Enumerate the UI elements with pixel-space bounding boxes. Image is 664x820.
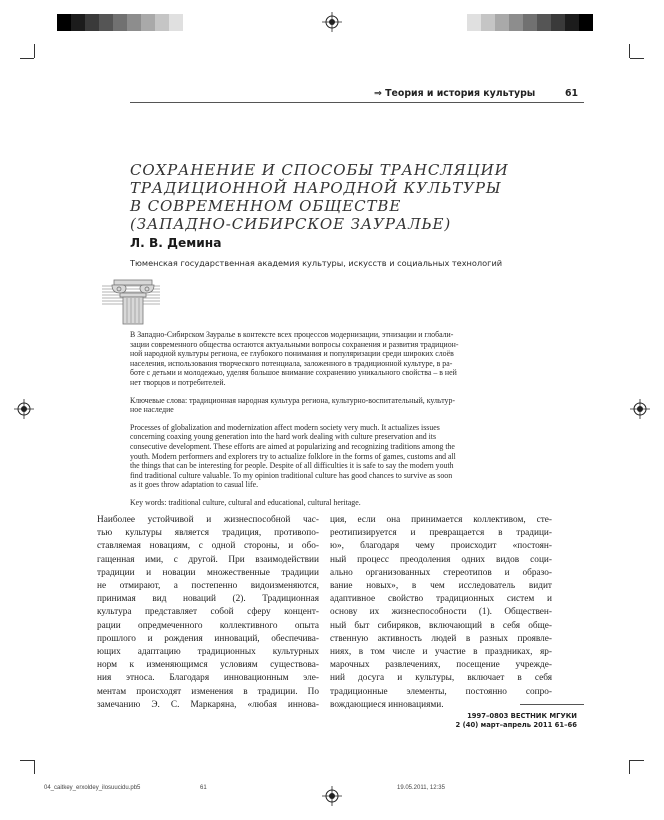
abstract-line: В Западно-Сибирском Зауралье в контексте всех процессов модернизации, этнизации и глобали- bbox=[130, 330, 454, 339]
abstract-line: youth. Modern performers and explorers try to actualize folklore in the forms of games, customs and all bbox=[130, 451, 456, 461]
abstract-ru bbox=[130, 330, 587, 388]
body-column-left bbox=[97, 514, 319, 712]
color-swatch bbox=[565, 14, 579, 31]
abstract-line: as it goes throw adaptation to casual life. bbox=[130, 480, 259, 490]
abstract-line: ной народной культуры региона, ее глубокого понимания и популяризации среди широких слоёв bbox=[130, 349, 454, 359]
slug-page: 61 bbox=[200, 785, 207, 791]
body-line: ментам происходят изменения в традиции. По bbox=[97, 686, 319, 697]
body-line: культура представляет собой сферу концент- bbox=[97, 607, 319, 618]
crop-mark bbox=[20, 760, 34, 761]
color-bar-right bbox=[453, 14, 593, 31]
body-line: прошлого и рождения инноваций, обеспечива- bbox=[97, 633, 319, 644]
color-swatch bbox=[579, 14, 593, 31]
body-line: не отмирают, а постепенно видоизменяются, bbox=[97, 581, 319, 592]
body-line: принимая вид новаций (2). Традиционная bbox=[97, 594, 319, 605]
color-swatch bbox=[71, 14, 85, 31]
color-bar-left bbox=[57, 14, 197, 31]
body-line: ниях, в том числе и участие в праздниках, яр- bbox=[330, 647, 552, 658]
keywords-ru bbox=[130, 396, 587, 415]
crop-mark bbox=[34, 760, 35, 774]
color-swatch bbox=[169, 14, 183, 31]
keywords-line: Ключевые слова: традиционная народная культура региона, культурно-воспитательный, культур- bbox=[130, 395, 455, 405]
title-line: В СОВРЕМЕННОМ ОБЩЕСТВЕ bbox=[130, 197, 402, 215]
body-line: ю», благодаря чему происходит «постоян- bbox=[330, 541, 552, 552]
color-swatch bbox=[537, 14, 551, 31]
article-title bbox=[130, 161, 590, 233]
body-line: Наиболее устойчивой и жизнеспособной час- bbox=[97, 515, 319, 525]
color-swatch bbox=[551, 14, 565, 31]
body-line: марочных развлечениях, посещение учрежде- bbox=[330, 660, 552, 671]
abstract-line: зации современного общества остаются актуальными вопросы сохранения и развития традицион- bbox=[130, 339, 459, 349]
title-line: СОХРАНЕНИЕ И СПОСОБЫ ТРАНСЛЯЦИИ bbox=[130, 161, 509, 179]
color-swatch bbox=[453, 14, 467, 31]
footer-rule bbox=[520, 704, 584, 705]
body-line: рации опредмеченного коллективного опыта bbox=[97, 620, 319, 631]
abstract-block bbox=[130, 330, 587, 508]
crop-mark bbox=[630, 760, 644, 761]
page-number: 61 bbox=[564, 88, 578, 99]
abstract-line: нет творцов и потребителей. bbox=[130, 377, 226, 387]
crop-mark bbox=[629, 44, 630, 58]
journal-issn-line: 1997–0803 ВЕСТНИК МГУКИ bbox=[467, 712, 577, 720]
body-line: ставляемая новациям, с одной стороны, и обо- bbox=[97, 541, 319, 552]
body-line: вождающиеся инновациями. bbox=[330, 699, 444, 710]
abstract-line: населения, использования творческого потенциала, заложенного в традиционной культуре, в ра- bbox=[130, 358, 453, 368]
body-line: норм к изменяющимся условиям существова- bbox=[97, 660, 319, 671]
color-swatch bbox=[523, 14, 537, 31]
slug-filename: 04_caitkey_erxoldey_ilosuucidu.pb5 bbox=[44, 785, 141, 791]
abstract-line: the things that can be interesting for people. Despite of all difficulties it is safe to say the modern youth bbox=[130, 461, 454, 471]
body-line: традиции и новации множественные традиции bbox=[97, 567, 319, 578]
section-title: Теория и история культуры bbox=[385, 88, 536, 99]
registration-mark-icon bbox=[322, 786, 342, 806]
color-swatch bbox=[99, 14, 113, 31]
body-line: ственную активность людей в разных проявле- bbox=[330, 633, 552, 644]
body-line: гащенная ими, с другой. При взаимодействии bbox=[97, 554, 319, 565]
body-line: реотипизируется и превращается в традици- bbox=[330, 528, 552, 539]
color-swatch bbox=[113, 14, 127, 31]
header-rule bbox=[130, 102, 584, 103]
crop-mark bbox=[20, 58, 34, 59]
body-line: ный процесс преодоления одних видов соци- bbox=[330, 554, 552, 565]
body-line: ный быт сибиряков, включающий в себя обще- bbox=[330, 620, 552, 631]
author-name: Л. В. Демина bbox=[130, 236, 222, 250]
body-column-right bbox=[330, 514, 552, 712]
color-swatch bbox=[155, 14, 169, 31]
crop-mark bbox=[629, 760, 630, 774]
keywords-en bbox=[130, 498, 587, 508]
body-line: ально организованных стереотипов и образо- bbox=[330, 567, 552, 578]
title-line: ТРАДИЦИОННОЙ НАРОДНОЙ КУЛЬТУРЫ bbox=[130, 179, 502, 197]
abstract-line: боте с детьми и молодежью, уделяя большое внимание сохранению уникального свойства – в ней bbox=[130, 368, 457, 378]
registration-mark-icon bbox=[630, 399, 650, 419]
color-swatch bbox=[495, 14, 509, 31]
body-line: основу их жизнеспособности (1). Обществен- bbox=[330, 607, 552, 618]
abstract-line: consecutive development. These efforts are aimed at popularizing and recognizing traditions among the bbox=[130, 441, 455, 451]
body-line: вание новых», в чем исследователь видит bbox=[330, 581, 552, 592]
color-swatch bbox=[481, 14, 495, 31]
running-head bbox=[374, 88, 584, 99]
color-swatch bbox=[509, 14, 523, 31]
body-line: адаптивное свойство традиционных систем и bbox=[330, 594, 552, 605]
abstract-line: find traditional culture valuable. To my opinion traditional culture has good chances to survive as soon bbox=[130, 470, 453, 480]
keywords-line: Key words: traditional culture, cultural and educational, cultural heritage. bbox=[130, 497, 361, 507]
body-line: ния этноса. Благодаря инновационным эле- bbox=[97, 673, 319, 684]
body-line: замечанию Э. С. Маркаряна, «любая иннова- bbox=[97, 699, 319, 710]
body-line: тью культуры является традиция, противопо- bbox=[97, 528, 319, 539]
color-swatch bbox=[467, 14, 481, 31]
color-swatch bbox=[183, 14, 197, 31]
body-line: традиционные элементы, постоянно сопро- bbox=[330, 686, 552, 697]
keywords-line: ное наследие bbox=[130, 405, 174, 415]
color-swatch bbox=[57, 14, 71, 31]
color-swatch bbox=[141, 14, 155, 31]
registration-mark-icon bbox=[322, 12, 342, 32]
color-swatch bbox=[85, 14, 99, 31]
author-affiliation: Тюменская государственная академия культуры, искусств и социальных технологий bbox=[130, 258, 503, 268]
column-capital-logo-icon bbox=[98, 276, 164, 326]
slug-datetime: 19.05.2011, 12:35 bbox=[397, 785, 445, 791]
crop-mark bbox=[34, 44, 35, 58]
registration-mark-icon bbox=[14, 399, 34, 419]
body-line: ний досуга и культуры, включает в себя bbox=[330, 673, 552, 684]
crop-mark bbox=[630, 58, 644, 59]
body-line: ция, если она принимается коллективом, сте- bbox=[330, 515, 552, 525]
journal-issue-line: 2 (40) март–апрель 2011 61–66 bbox=[455, 721, 577, 729]
title-line: (ЗАПАДНО-СИБИРСКОЕ ЗАУРАЛЬЕ) bbox=[130, 215, 452, 233]
arrow-right-icon: ⇒ bbox=[374, 88, 382, 99]
color-swatch bbox=[127, 14, 141, 31]
body-line: ющих адаптацию традиционных культурных bbox=[97, 647, 319, 658]
abstract-line: concerning coaxing young generation into the hard work dealing with culture preservation and its bbox=[130, 432, 437, 442]
abstract-en bbox=[130, 423, 587, 490]
abstract-line: Processes of globalization and modernization affect modern society very much. It actualizes issues bbox=[130, 422, 440, 432]
